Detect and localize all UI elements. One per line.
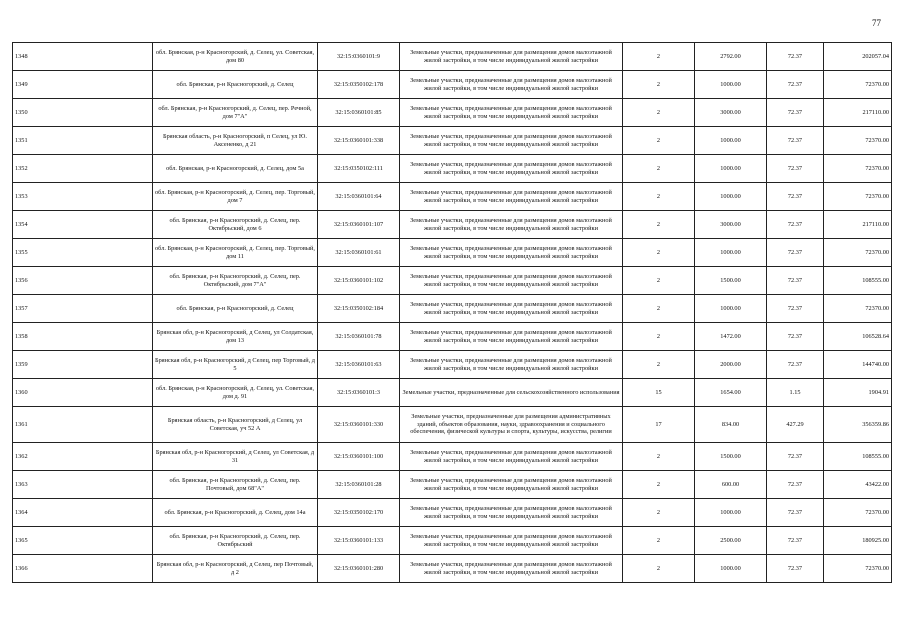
category-code-cell: 2: [623, 183, 695, 211]
cadastral-number-cell: 32:15:0360101:338: [318, 127, 400, 155]
permitted-use-cell: Земельные участки, предназначенные для размещения домов малоэтажной жилой застройки, в том числе индивидуальной жилой застройки: [400, 527, 623, 555]
area-cell: 1000.00: [695, 239, 767, 267]
cadastral-number-cell: 32:15:0360101:63: [318, 351, 400, 379]
cadastral-value-cell: 1904.91: [824, 379, 892, 407]
specific-value-cell: 72.37: [767, 99, 824, 127]
area-cell: 1472.00: [695, 323, 767, 351]
specific-value-cell: 72.37: [767, 323, 824, 351]
cadastral-value-cell: 72370.00: [824, 71, 892, 99]
address-cell: обл. Брянская, р-н Красногорский, д. Селец, дом 14а: [153, 499, 318, 527]
category-code-cell: 2: [623, 527, 695, 555]
cadastral-number-cell: 32:15:0360101:133: [318, 527, 400, 555]
address-cell: обл. Брянская, р-н Красногорский, д. Селец, ул. Советская, дом 80: [153, 43, 318, 71]
table-row: [13, 379, 892, 407]
cadastral-value-cell: 180925.00: [824, 527, 892, 555]
table-row: [13, 555, 892, 583]
specific-value-cell: 72.37: [767, 211, 824, 239]
table-row: [13, 267, 892, 295]
row-number: 1365: [13, 527, 153, 555]
cadastral-number-cell: 32:15:0360101:330: [318, 407, 400, 443]
permitted-use-cell: Земельные участки, предназначенные для размещения домов малоэтажной жилой застройки, в том числе индивидуальной жилой застройки: [400, 211, 623, 239]
table-body: [13, 43, 892, 583]
row-number: 1362: [13, 443, 153, 471]
area-cell: 3000.00: [695, 211, 767, 239]
area-cell: 2000.00: [695, 351, 767, 379]
specific-value-cell: 72.37: [767, 555, 824, 583]
cadastral-value-cell: 108555.00: [824, 443, 892, 471]
specific-value-cell: 72.37: [767, 43, 824, 71]
row-number: 1348: [13, 43, 153, 71]
table-row: [13, 155, 892, 183]
row-number: 1360: [13, 379, 153, 407]
specific-value-cell: 72.37: [767, 351, 824, 379]
category-code-cell: 15: [623, 379, 695, 407]
category-code-cell: 2: [623, 155, 695, 183]
category-code-cell: 17: [623, 407, 695, 443]
table-row: [13, 127, 892, 155]
permitted-use-cell: Земельные участки, предназначенные для размещения домов малоэтажной жилой застройки, в том числе индивидуальной жилой застройки: [400, 155, 623, 183]
area-cell: 600.00: [695, 471, 767, 499]
cadastral-number-cell: 32:15:0360101:78: [318, 323, 400, 351]
cadastral-value-cell: 72370.00: [824, 555, 892, 583]
specific-value-cell: 72.37: [767, 471, 824, 499]
address-cell: обл. Брянская, р-н Красногорский, д. Селец: [153, 295, 318, 323]
area-cell: 1000.00: [695, 555, 767, 583]
category-code-cell: 2: [623, 295, 695, 323]
address-cell: Брянская обл, р-н Красногорский, д Селец, ул Советская, д 31: [153, 443, 318, 471]
permitted-use-cell: Земельные участки, предназначенные для размещения домов малоэтажной жилой застройки, в том числе индивидуальной жилой застройки: [400, 183, 623, 211]
cadastral-value-cell: 72370.00: [824, 183, 892, 211]
table-row: [13, 99, 892, 127]
cadastral-number-cell: 32:15:0360101:3: [318, 379, 400, 407]
row-number: 1364: [13, 499, 153, 527]
area-cell: 834.00: [695, 407, 767, 443]
address-cell: обл. Брянская, р-н Красногорский, д. Селец, пер. Октябрьский, дом 7"А": [153, 267, 318, 295]
page-number: 77: [872, 18, 881, 28]
table-row: [13, 183, 892, 211]
area-cell: 1000.00: [695, 295, 767, 323]
table-row: [13, 351, 892, 379]
cadastral-value-cell: 356359.86: [824, 407, 892, 443]
row-number: 1357: [13, 295, 153, 323]
row-number: 1363: [13, 471, 153, 499]
cadastral-value-cell: 72370.00: [824, 499, 892, 527]
row-number: 1349: [13, 71, 153, 99]
category-code-cell: 2: [623, 443, 695, 471]
cadastral-number-cell: 32:15:0350102:178: [318, 71, 400, 99]
specific-value-cell: 72.37: [767, 295, 824, 323]
table-row: [13, 43, 892, 71]
area-cell: 1500.00: [695, 267, 767, 295]
cadastral-value-cell: 72370.00: [824, 239, 892, 267]
category-code-cell: 2: [623, 351, 695, 379]
cadastral-number-cell: 32:15:0360101:100: [318, 443, 400, 471]
specific-value-cell: 72.37: [767, 267, 824, 295]
address-cell: обл. Брянская, р-н Красногорский, д. Селец, пер. Речной, дом 7"А": [153, 99, 318, 127]
row-number: 1361: [13, 407, 153, 443]
cadastral-number-cell: 32:15:0350102:111: [318, 155, 400, 183]
cadastral-number-cell: 32:15:0360101:85: [318, 99, 400, 127]
category-code-cell: 2: [623, 239, 695, 267]
permitted-use-cell: Земельные участки, предназначенные для сельскохозяйственного использования: [400, 379, 623, 407]
table-row: [13, 295, 892, 323]
area-cell: 2792.00: [695, 43, 767, 71]
specific-value-cell: 72.37: [767, 127, 824, 155]
cadastral-number-cell: 32:15:0360101:28: [318, 471, 400, 499]
cadastral-value-cell: 43422.00: [824, 471, 892, 499]
permitted-use-cell: Земельные участки, предназначенные для размещения домов малоэтажной жилой застройки, в том числе индивидуальной жилой застройки: [400, 295, 623, 323]
cadastral-number-cell: 32:15:0360101:102: [318, 267, 400, 295]
area-cell: 1000.00: [695, 499, 767, 527]
address-cell: обл. Брянская, р-н Красногорский, д. Селец, пер. Торговый, дом 11: [153, 239, 318, 267]
address-cell: обл. Брянская, р-н Красногорский, д. Селец, пер. Октябрьский, дом 6: [153, 211, 318, 239]
permitted-use-cell: Земельные участки, предназначенные для размещения домов малоэтажной жилой застройки, в том числе индивидуальной жилой застройки: [400, 267, 623, 295]
address-cell: Брянская область, р-н Красногорский, п Селец, ул Ю. Аксененко, д 21: [153, 127, 318, 155]
row-number: 1356: [13, 267, 153, 295]
area-cell: 1000.00: [695, 127, 767, 155]
row-number: 1350: [13, 99, 153, 127]
cadastral-value-cell: 202057.04: [824, 43, 892, 71]
cadastral-number-cell: 32:15:0360101:64: [318, 183, 400, 211]
cadastral-value-cell: 72370.00: [824, 155, 892, 183]
address-cell: обл. Брянская, р-н Красногорский, д. Селец, пер. Почтовый, дом 68"А": [153, 471, 318, 499]
table-row: [13, 443, 892, 471]
table-row: [13, 407, 892, 443]
category-code-cell: 2: [623, 471, 695, 499]
permitted-use-cell: Земельные участки, предназначенные для размещения домов малоэтажной жилой застройки, в том числе индивидуальной жилой застройки: [400, 239, 623, 267]
permitted-use-cell: Земельные участки, предназначенные для размещения домов малоэтажной жилой застройки, в том числе индивидуальной жилой застройки: [400, 443, 623, 471]
cadastral-value-cell: 106528.64: [824, 323, 892, 351]
row-number: 1359: [13, 351, 153, 379]
address-cell: обл. Брянская, р-н Красногорский, д. Селец, пер. Октябрьский: [153, 527, 318, 555]
row-number: 1366: [13, 555, 153, 583]
table-row: [13, 323, 892, 351]
table-row: [13, 471, 892, 499]
category-code-cell: 2: [623, 99, 695, 127]
table-row: [13, 239, 892, 267]
table-row: [13, 499, 892, 527]
row-number: 1352: [13, 155, 153, 183]
area-cell: 1500.00: [695, 443, 767, 471]
cadastral-value-cell: 144740.00: [824, 351, 892, 379]
category-code-cell: 2: [623, 127, 695, 155]
category-code-cell: 2: [623, 323, 695, 351]
area-cell: 2500.00: [695, 527, 767, 555]
row-number: 1354: [13, 211, 153, 239]
cadastral-number-cell: 32:15:0360101:280: [318, 555, 400, 583]
address-cell: Брянская область, р-н Красногорский, д Селец, ул Советская, уч 52 А: [153, 407, 318, 443]
cadastral-number-cell: 32:15:0350102:184: [318, 295, 400, 323]
category-code-cell: 2: [623, 555, 695, 583]
category-code-cell: 2: [623, 71, 695, 99]
category-code-cell: 2: [623, 267, 695, 295]
specific-value-cell: 72.37: [767, 499, 824, 527]
specific-value-cell: 72.37: [767, 239, 824, 267]
cadastral-number-cell: 32:15:0360101:9: [318, 43, 400, 71]
permitted-use-cell: Земельные участки, предназначенные для размещения домов малоэтажной жилой застройки, в том числе индивидуальной жилой застройки: [400, 471, 623, 499]
cadastral-value-cell: 217110.00: [824, 99, 892, 127]
table-row: [13, 71, 892, 99]
row-number: 1351: [13, 127, 153, 155]
permitted-use-cell: Земельные участки, предназначенные для размещения домов малоэтажной жилой застройки, в том числе индивидуальной жилой застройки: [400, 71, 623, 99]
area-cell: 3000.00: [695, 99, 767, 127]
permitted-use-cell: Земельные участки, предназначенные для размещения домов малоэтажной жилой застройки, в том числе индивидуальной жилой застройки: [400, 127, 623, 155]
permitted-use-cell: Земельные участки, предназначенные для размещения домов малоэтажной жилой застройки, в том числе индивидуальной жилой застройки: [400, 43, 623, 71]
address-cell: Брянская обл, р-н Красногорский, д Селец, ул Солдатская, дом 13: [153, 323, 318, 351]
cadastral-value-cell: 72370.00: [824, 127, 892, 155]
permitted-use-cell: Земельные участки, предназначенные для размещения домов малоэтажной жилой застройки, в том числе индивидуальной жилой застройки: [400, 99, 623, 127]
cadastral-value-cell: 108555.00: [824, 267, 892, 295]
permitted-use-cell: Земельные участки, предназначенные для размещения домов малоэтажной жилой застройки, в том числе индивидуальной жилой застройки: [400, 323, 623, 351]
address-cell: Брянская обл, р-н Красногорский, д Селец, пер Почтовый, д 2: [153, 555, 318, 583]
specific-value-cell: 72.37: [767, 71, 824, 99]
specific-value-cell: 72.37: [767, 183, 824, 211]
cadastral-value-cell: 217110.00: [824, 211, 892, 239]
permitted-use-cell: Земельные участки, предназначенные для размещения домов малоэтажной жилой застройки, в том числе индивидуальной жилой застройки: [400, 555, 623, 583]
row-number: 1353: [13, 183, 153, 211]
category-code-cell: 2: [623, 43, 695, 71]
address-cell: обл. Брянская, р-н Красногорский, д. Селец, ул. Советская, дом д. 91: [153, 379, 318, 407]
address-cell: Брянская обл, р-н Красногорский, д Селец, пер Торговый, д 5: [153, 351, 318, 379]
cadastral-number-cell: 32:15:0350102:170: [318, 499, 400, 527]
specific-value-cell: 72.37: [767, 443, 824, 471]
specific-value-cell: 72.37: [767, 155, 824, 183]
table-row: [13, 527, 892, 555]
permitted-use-cell: Земельные участки, предназначенные для размещения административных зданий, объектов образования, науки, здравоохранения и социального обеспечения, физической культуры и спорта, культуры, искусства, религии: [400, 407, 623, 443]
permitted-use-cell: Земельные участки, предназначенные для размещения домов малоэтажной жилой застройки, в том числе индивидуальной жилой застройки: [400, 499, 623, 527]
land-registry-table: [12, 42, 892, 583]
table-row: [13, 211, 892, 239]
specific-value-cell: 427.29: [767, 407, 824, 443]
area-cell: 1000.00: [695, 155, 767, 183]
category-code-cell: 2: [623, 499, 695, 527]
row-number: 1358: [13, 323, 153, 351]
specific-value-cell: 1.15: [767, 379, 824, 407]
category-code-cell: 2: [623, 211, 695, 239]
address-cell: обл. Брянская, р-н Красногорский, д. Селец: [153, 71, 318, 99]
row-number: 1355: [13, 239, 153, 267]
address-cell: обл. Брянская, р-н Красногорский, д. Селец, пер. Торговый, дом 7: [153, 183, 318, 211]
cadastral-number-cell: 32:15:0360101:107: [318, 211, 400, 239]
area-cell: 1654.00: [695, 379, 767, 407]
area-cell: 1000.00: [695, 71, 767, 99]
area-cell: 1000.00: [695, 183, 767, 211]
address-cell: обл. Брянская, р-н Красногорский, д. Селец, дом 5а: [153, 155, 318, 183]
specific-value-cell: 72.37: [767, 527, 824, 555]
cadastral-value-cell: 72370.00: [824, 295, 892, 323]
permitted-use-cell: Земельные участки, предназначенные для размещения домов малоэтажной жилой застройки, в том числе индивидуальной жилой застройки: [400, 351, 623, 379]
cadastral-number-cell: 32:15:0360101:61: [318, 239, 400, 267]
